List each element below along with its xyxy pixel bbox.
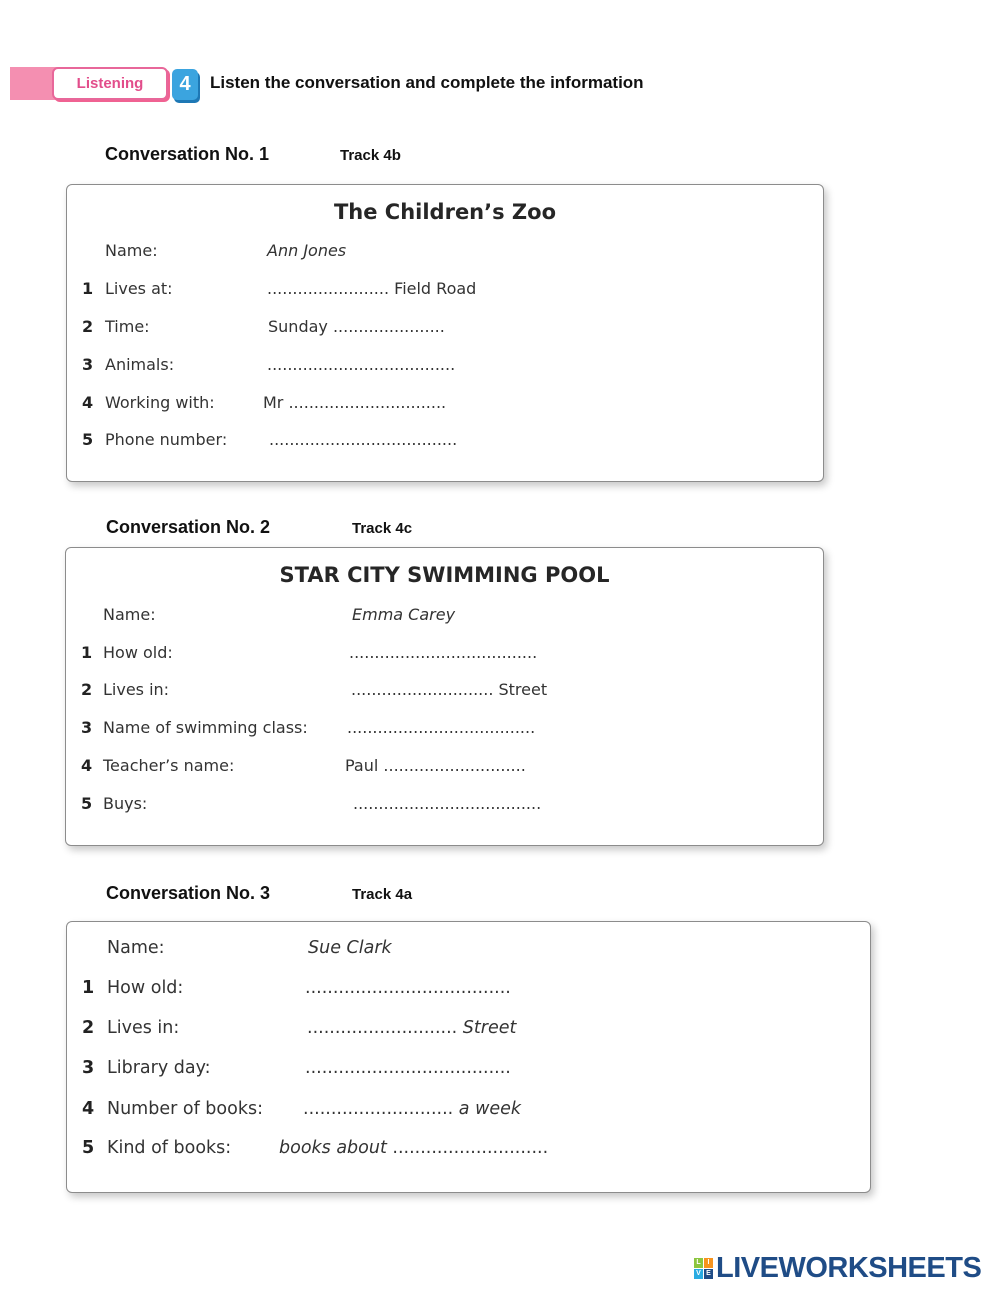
answer-field[interactable]: ........................ Field Road xyxy=(267,279,477,298)
conversation-1-track: Track 4b xyxy=(340,147,401,164)
instruction-text: Listen the conversation and complete the information xyxy=(210,73,644,92)
row-number: 2 xyxy=(81,680,93,699)
listening-tag xyxy=(10,67,158,100)
exercise-number-badge: 4 xyxy=(172,69,198,100)
row-label: Kind of books: xyxy=(107,1138,232,1158)
row-label: Teacher’s name: xyxy=(103,756,235,775)
name-label: Name: xyxy=(107,938,165,958)
row-label: Lives in: xyxy=(107,1018,180,1038)
answer-blank[interactable]: ........................... xyxy=(307,1018,458,1038)
logo-square: I xyxy=(704,1258,713,1268)
logo-square: E xyxy=(704,1269,713,1279)
conversation-3-box xyxy=(66,921,871,1193)
logo-squares xyxy=(694,1258,714,1280)
conversation-2-track: Track 4c xyxy=(352,520,413,537)
row-number: 5 xyxy=(81,794,93,813)
row-label: Lives in: xyxy=(103,680,170,699)
row-number: 1 xyxy=(81,643,93,662)
row-label: How old: xyxy=(103,643,173,662)
row-number: 4 xyxy=(82,1099,95,1119)
row-label: Name of swimming class: xyxy=(103,718,308,737)
answer-field[interactable]: ..................................... xyxy=(347,718,536,737)
row-number: 5 xyxy=(82,1138,95,1158)
row-label: How old: xyxy=(107,978,184,998)
answer-field-with-suffix[interactable] xyxy=(303,1099,521,1119)
conversation-1-box xyxy=(66,184,824,482)
row-label: Library day: xyxy=(107,1058,211,1078)
answer-field[interactable]: ..................................... xyxy=(353,794,542,813)
row-label: Animals: xyxy=(105,355,175,374)
name-label: Name: xyxy=(103,605,156,624)
answer-prefix: books about xyxy=(279,1138,387,1158)
row-label: Working with: xyxy=(105,393,215,412)
answer-suffix: Street xyxy=(462,1018,517,1038)
conversation-1-heading: Conversation No. 1 xyxy=(105,144,270,164)
row-number: 2 xyxy=(82,317,94,336)
conversation-2-title: STAR CITY SWIMMING POOL xyxy=(279,563,610,587)
answer-blank[interactable]: ........................... xyxy=(303,1099,454,1119)
row-number: 1 xyxy=(82,978,95,998)
row-number: 1 xyxy=(82,279,94,298)
name-value: Sue Clark xyxy=(308,938,392,958)
answer-field-with-prefix[interactable] xyxy=(279,1138,548,1158)
answer-field[interactable]: ..................................... xyxy=(269,430,458,449)
answer-field[interactable]: ..................................... xyxy=(349,643,538,662)
row-number: 4 xyxy=(82,393,94,412)
row-label: Phone number: xyxy=(105,430,228,449)
row-number: 2 xyxy=(82,1018,95,1038)
row-number: 3 xyxy=(82,355,94,374)
listening-tag-pill xyxy=(52,67,168,100)
conversation-3-track: Track 4a xyxy=(352,886,413,903)
row-number: 4 xyxy=(81,756,93,775)
answer-field[interactable]: Mr ............................... xyxy=(263,393,447,412)
conversation-3-heading: Conversation No. 3 xyxy=(106,883,271,903)
row-label: Number of books: xyxy=(107,1099,263,1119)
listening-tag-label: Listening xyxy=(76,75,144,92)
name-value: Ann Jones xyxy=(267,241,347,260)
answer-suffix: a week xyxy=(458,1099,522,1119)
conversation-1-title: The Children’s Zoo xyxy=(333,200,557,224)
answer-blank[interactable]: ............................ xyxy=(392,1138,549,1158)
row-number: 5 xyxy=(82,430,94,449)
answer-field[interactable]: ............................ Street xyxy=(351,680,548,699)
answer-field[interactable]: Paul ............................ xyxy=(345,756,526,775)
row-label: Time: xyxy=(105,317,150,336)
row-number: 3 xyxy=(82,1058,95,1078)
logo-square: L xyxy=(694,1258,703,1268)
answer-field[interactable]: ..................................... xyxy=(267,355,456,374)
logo-square: V xyxy=(694,1269,703,1279)
answer-field[interactable]: Sunday ...................... xyxy=(268,317,445,336)
conversation-2-box xyxy=(65,547,824,846)
answer-field-with-suffix[interactable] xyxy=(307,1018,516,1038)
answer-field[interactable]: ..................................... xyxy=(305,978,511,998)
name-label: Name: xyxy=(105,241,158,260)
name-value: Emma Carey xyxy=(352,605,456,624)
logo-text: LIVEWORKSHEETS xyxy=(716,1252,982,1284)
conversation-2-heading: Conversation No. 2 xyxy=(106,517,271,537)
row-label: Lives at: xyxy=(105,279,173,298)
row-label: Buys: xyxy=(103,794,148,813)
row-number: 3 xyxy=(81,718,93,737)
answer-field[interactable]: ..................................... xyxy=(305,1058,511,1078)
